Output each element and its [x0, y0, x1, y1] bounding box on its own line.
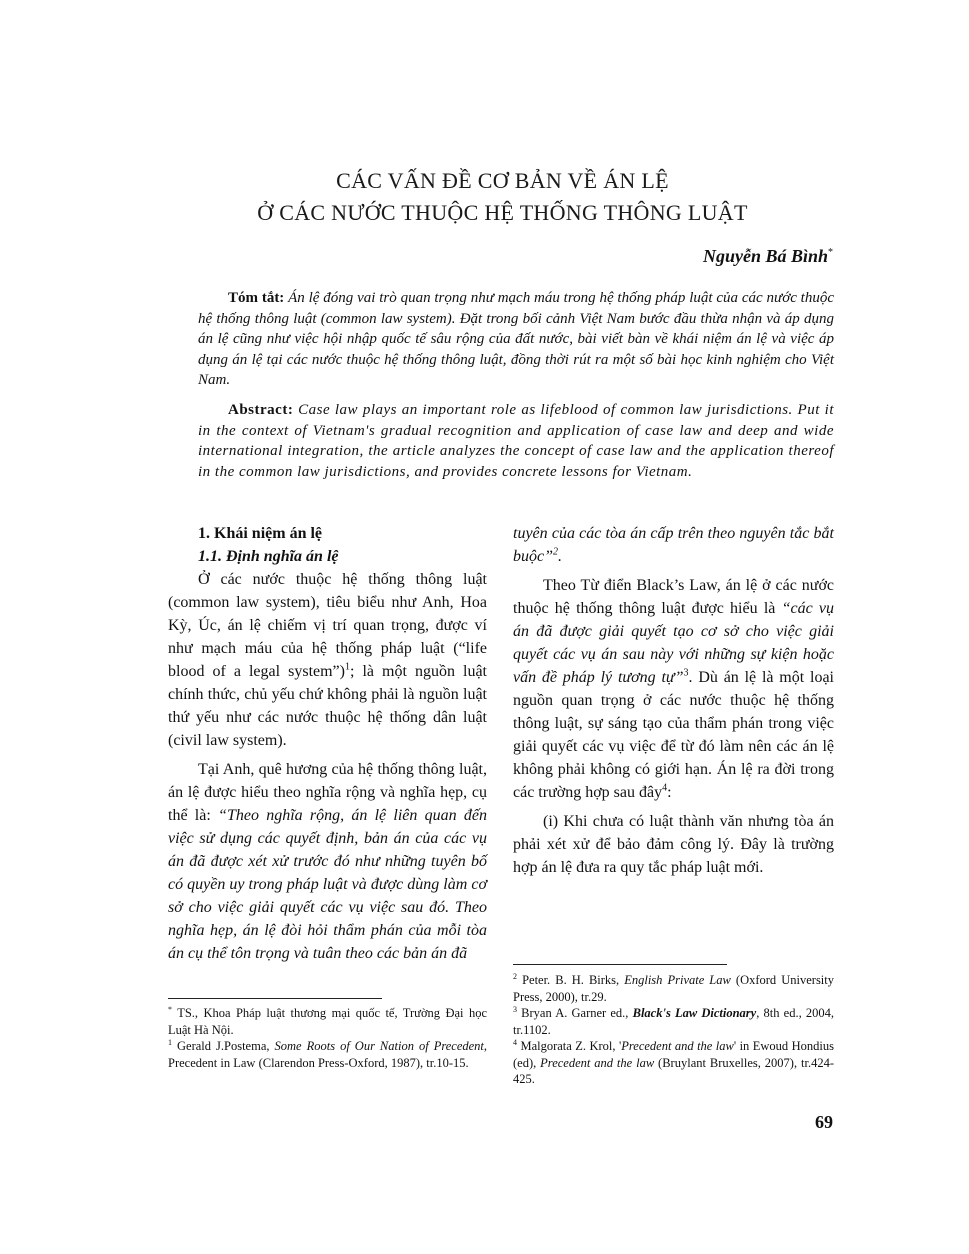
paragraph-3-tail: . Dù án lệ là một loại nguồn quan trọng ở các nước thuộc hệ thống thông luật, sự sáng tạo của thẩm phán trong việc giải quyết các vụ việc để từ đó làm nên các án lệ không phải không có giới hạn. Án lệ ra đời trong các trường hợp sau đây [513, 669, 834, 801]
footnote-ref-3: 3 [683, 667, 689, 679]
abstract-text: Case law plays an important role as lifeblood of common law jurisdictions. Put it in the context of Vietnam's gradual recognition and application of case law and deep and wide international integration, the article analyzes the concept of case law and the application thereof in the common law jurisdictions, and provides concrete lessons for Vietnam. [198, 402, 834, 480]
footnote-text: (Bruylant Bruxelles, 2007), tr.424-425. [513, 1055, 834, 1086]
footnotes-right [513, 972, 834, 1088]
footnote-text: , Precedent in Law (Clarendon Press-Oxford, 1987), tr.10-15. [168, 1039, 488, 1070]
quote-continuation-text: tuyên của các tòa án cấp trên theo nguyên tắc bắt buộc” [513, 525, 834, 565]
footnote-ref-1: 1 [344, 661, 350, 673]
paragraph-1-text: Ở các nước thuộc hệ thống thông luật (common law system), tiêu biểu như Anh, Hoa Kỳ, Úc, án lệ chiếm vị trí quan trọng, được ví như mạch máu của hệ thống pháp luật (“life blood of a legal system”) [168, 571, 487, 680]
paragraph-2 [168, 758, 487, 965]
footnote-title: English Private Law [624, 973, 731, 987]
footnote-mark: 4 [513, 1037, 517, 1047]
section-heading: 1. Khái niệm án lệ [198, 525, 323, 542]
footnote-text: TS., Khoa Pháp luật thương mại quốc tế, Trường Đại học Luật Hà Nội. [168, 1006, 487, 1037]
english-abstract [198, 400, 834, 482]
subsection-heading: 1.1. Định nghĩa án lệ [198, 548, 339, 565]
article-title-line-2: Ở CÁC NƯỚC THUỘC HỆ THỐNG THÔNG LUẬT [257, 200, 748, 225]
article-title-line-1: CÁC VẤN ĐỀ CƠ BẢN VỀ ÁN LỆ [336, 168, 669, 193]
footnote-4 [513, 1038, 834, 1088]
footnote-mark: 2 [513, 971, 517, 981]
footnote-text: ' in Ewoud Hondius (ed), [513, 1039, 834, 1070]
page-number: 69 [815, 1112, 833, 1132]
footnote-ref-4: 4 [662, 782, 668, 794]
footnote-text: (Oxford University Press, 2000), tr.29. [513, 973, 834, 1004]
footnote-3 [513, 1005, 834, 1038]
footnote-2 [513, 972, 834, 1005]
author-name [703, 246, 833, 267]
abstract-label: Abstract: [228, 402, 294, 418]
author-footnote-mark: * [828, 247, 833, 258]
footnote-mark: * [168, 1004, 172, 1014]
footnotes-left [168, 1005, 487, 1071]
footnote-1 [168, 1038, 487, 1071]
paragraph-1 [168, 568, 487, 752]
footnote-ref-2: 2 [553, 546, 558, 558]
paragraph-2-text: Tại Anh, quê hương của hệ thống thông luật, án lệ được hiểu theo nghĩa rộng và nghĩa hẹp, cụ thể là: [168, 761, 487, 824]
summary-text: Án lệ đóng vai trò quan trọng như mạch máu trong hệ thống pháp luật của các nước thuộc hệ thống thông luật (common law system). Đặt trong bối cảnh Việt Nam bước đầu thừa nhận và áp dụng án lệ cũng như việc hội nhập quốc tế sâu rộng của đất nước, bài viết bàn về khái niệm án lệ và việc áp dụng án lệ tại các nước thuộc hệ thống thông luật, đồng thời rút ra một số bài học kinh nghiệm cho Việt Nam. [198, 290, 834, 388]
right-column [513, 522, 834, 879]
footnote-title: Some Roots of Our Nation of Precedent [274, 1039, 484, 1053]
footnote-text: Peter. B. H. Birks, [522, 973, 625, 987]
footnote-title: Precedent and the law [621, 1039, 734, 1053]
paragraph-3-text: Theo Từ điển Black’s Law, án lệ ở các nước thuộc hệ thống thông luật được hiểu là [513, 577, 834, 617]
footnote-title: Black's Law Dictionary [632, 1006, 757, 1020]
footnote-divider-left [168, 998, 382, 999]
footnote-mark: 3 [513, 1004, 517, 1014]
quote-continuation: tuyên của các tòa án cấp trên theo nguyên tắc bắt buộc”$^2$. [513, 525, 834, 565]
left-column [168, 522, 487, 965]
footnote-text: Gerald J.Postema, [177, 1039, 275, 1053]
paragraph-3-quote: “các vụ án đã được giải quyết tạo cơ sở cho việc giải quyết các vụ án sau này với những sự kiện hoặc vấn đề pháp lý tương tự” [513, 600, 835, 686]
paragraph-2-quote: “Theo nghĩa rộng, án lệ liên quan đến việc sử dụng các quyết định, bản án của các vụ án đã được xét xử trước đó như những tuyên bố có quyền uy trong pháp luật và được dùng làm cơ sở cho việc giải quyết các vụ việc sau đó. Theo nghĩa hẹp, án lệ đòi hỏi thẩm phán của mỗi tòa án cụ thể tôn trọng và tuân theo các bản án đã [168, 807, 487, 962]
summary-label: Tóm tắt: [228, 290, 285, 306]
footnote-text: , 8th ed., 2004, tr.1102. [513, 1006, 835, 1037]
footnote-author [168, 1005, 487, 1038]
footnote-divider-right [513, 964, 727, 965]
paragraph-3 [513, 574, 834, 804]
author-text: Nguyễn Bá Bình [702, 246, 828, 266]
paragraph-4: (i) Khi chưa có luật thành văn nhưng tòa án phải xét xử để bảo đảm công lý. Đây là trường hợp án lệ đưa ra quy tắc pháp luật mới. [513, 813, 834, 876]
paragraph-3-end: : [667, 784, 672, 801]
footnote-title: Precedent and the law [540, 1055, 655, 1070]
footnote-text: Malgorata Z. Krol, ' [520, 1039, 622, 1053]
vietnamese-summary [198, 288, 834, 391]
footnote-mark: 1 [168, 1037, 172, 1047]
footnote-text: Bryan A. Garner ed., [521, 1006, 633, 1020]
paragraph-1-tail: ; là một nguồn luật chính thức, chủ yếu chứ không phải là nguồn luật thứ yếu như các nước thuộc hệ thống dân luật (civil law system). [168, 663, 487, 749]
